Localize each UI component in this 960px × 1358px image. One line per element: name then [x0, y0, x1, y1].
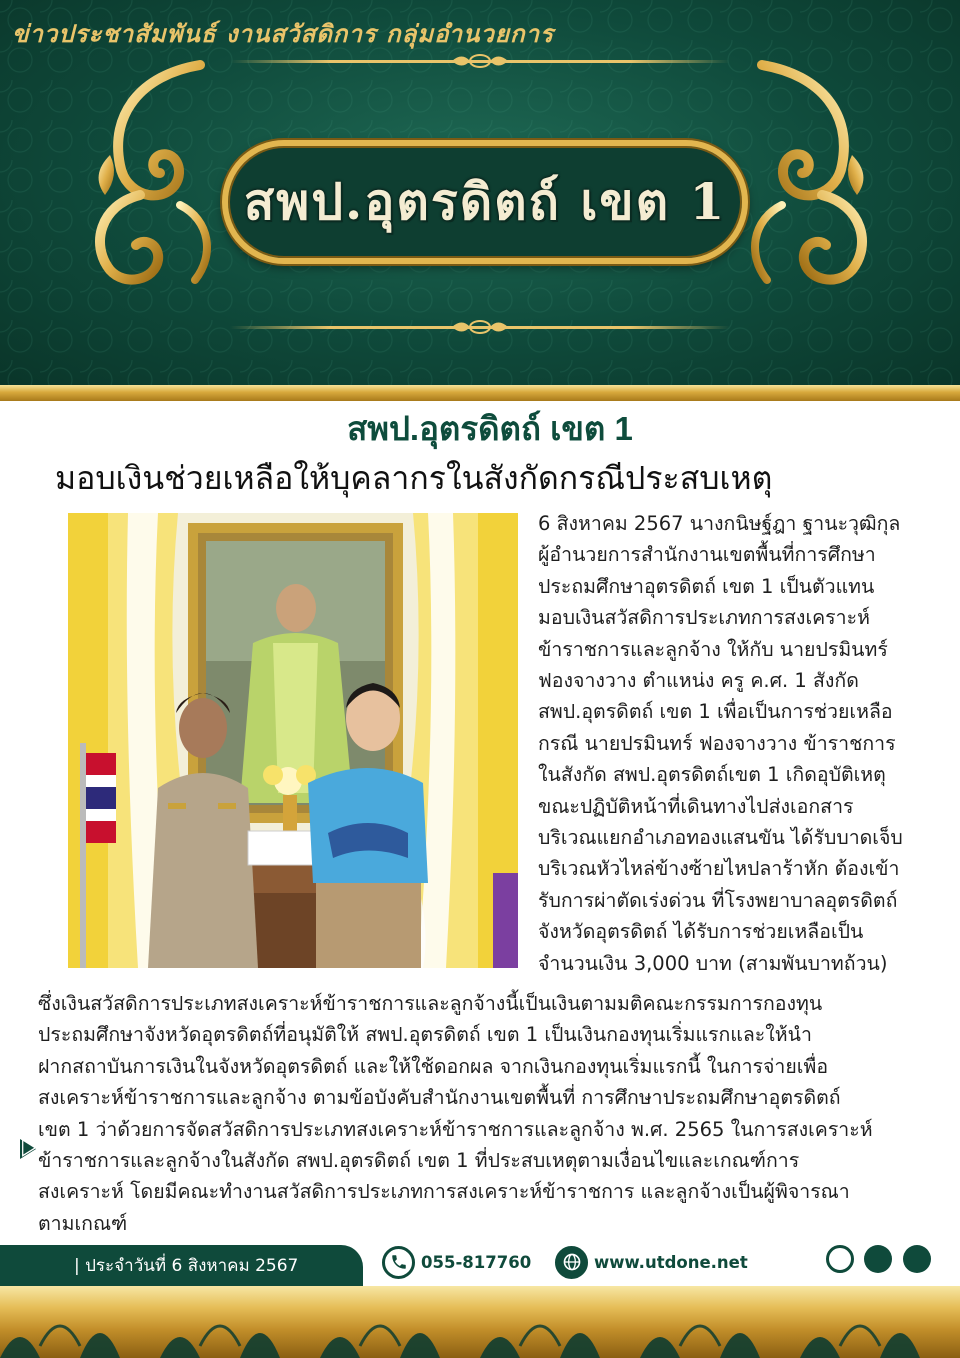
left-scroll-ornament-icon: [80, 55, 220, 295]
article-side-text: [538, 508, 960, 979]
decor-dot-outline-icon: [826, 1245, 854, 1273]
body-text-line: ซึ่งเงินสวัสดิการประเภทสงเคราะห์ข้าราชการและลูกจ้างนี้เป็นเงินตามมติคณะกรรมการกองทุน: [38, 992, 823, 1015]
side-text-line: 6 สิงหาคม 2567 นางกนิษฐ์ฎา ฐานะวุฒิกุล: [538, 512, 901, 535]
body-text-line: ข้าราชการและลูกจ้างในสังกัด สพป.อุตรดิตถ์ เขต 1 ที่ประสบเหตุตามเงื่อนไขและเกณฑ์การ: [38, 1149, 800, 1173]
body-text-line: ฝากสถาบันการเงินในจังหวัดอุตรดิตถ์ และให้ใช้ดอกผล จากเงินกองทุนเริ่มแรกนี้ ในการจ่ายเพื่อ: [38, 1054, 829, 1078]
bottom-divider-ornament-icon: [450, 318, 510, 336]
body-text-line: สงเคราะห์ข้าราชการและลูกจ้าง ตามข้อบังคับสำนักงานเขตพื้นที่ การศึกษาประถมศึกษาอุตรดิตถ์: [38, 1086, 841, 1110]
body-text-line: เขต 1 ว่าด้วยการจัดสวัสดิการประเภทสงเคราะห์ข้าราชการและลูกจ้าง พ.ศ. 2565 ในการสงเคราะห์: [38, 1117, 873, 1141]
article-subheadline: มอบเงินช่วยเหลือให้บุคลากรในสังกัดกรณีประสบเหตุ: [55, 460, 773, 496]
side-text-line: บริเวณหัวไหล่ข้างซ้ายไหปลาร้าหัก ต้องเข้า: [538, 857, 900, 881]
phone-icon: [382, 1246, 415, 1279]
decor-dot-filled-icon: [903, 1245, 931, 1273]
side-text-line: ขณะปฏิบัติหน้าที่เดินทางไปส่งเอกสาร: [538, 794, 854, 818]
side-text-line: ฟองจางวาง ตำแหน่ง ครู ค.ศ. 1 สังกัด: [538, 669, 859, 693]
play-arrow-icon: [18, 1137, 38, 1161]
top-divider-ornament-icon: [450, 52, 510, 70]
footer-ornament-icon: [0, 1286, 960, 1358]
body-text-line: ประถมศึกษาจังหวัดอุตรดิตถ์ที่อนุมัติให้ สพป.อุตรดิตถ์ เขต 1 เป็นเงินกองทุนเริ่มแรกและให้นำ: [38, 1023, 812, 1047]
side-text-line: รับการผ่าตัดเร่งด่วน ที่โรงพยาบาลอุตรดิตถ์: [538, 888, 898, 912]
side-text-line: ในสังกัด สพป.อุตรดิตถ์เขต 1 เกิดอุบัติเหตุ: [538, 763, 886, 787]
side-text-line: สพป.อุตรดิตถ์ เขต 1 เพื่อเป็นการช่วยเหลือ: [538, 700, 893, 724]
issue-date: [0, 1245, 363, 1286]
side-text-line: บริเวณแยกอำเภอทองแสนขัน ได้รับบาดเจ็บ: [538, 826, 903, 850]
body-text-line: ตามเกณฑ์: [38, 1211, 128, 1235]
decor-dot-filled-icon: [864, 1245, 892, 1273]
article-photo: [68, 513, 518, 968]
phone-contact[interactable]: [382, 1245, 531, 1279]
footer-gold-band: [0, 1286, 960, 1358]
article-headline: สพป.อุตรดิตถ์ เขต 1: [347, 410, 633, 447]
side-text-line: จำนวนเงิน 3,000 บาท (สามพันบาทถ้วน): [538, 951, 888, 975]
side-text-line: ข้าราชการและลูกจ้าง ให้กับ นายปรมินทร์: [538, 637, 888, 661]
issue-date-text: | ประจำวันที่ 6 สิงหาคม 2567: [74, 1256, 299, 1276]
header-title: สพป.อุตรดิตถ์ เขต 1: [243, 171, 727, 231]
header-gold-band: [0, 385, 960, 401]
website-url[interactable]: www.utdone.net: [594, 1252, 748, 1272]
side-text-line: กรณี นายปรมินทร์ ฟองจางวาง ข้าราชการ: [538, 731, 896, 755]
title-frame: [222, 140, 748, 264]
body-text-line: สงเคราะห์ โดยมีคณะทำงานสวัสดิการประเภทการสงเคราะห์ข้าราชการ และลูกจ้างเป็นผู้พิจารณา: [38, 1180, 850, 1204]
phone-number[interactable]: 055-817760: [421, 1252, 532, 1272]
side-text-line: ประถมศึกษาอุตรดิตถ์ เขต 1 เป็นตัวแทน: [538, 574, 875, 598]
header-banner: [0, 0, 960, 385]
article-body-text: [38, 988, 960, 1239]
right-scroll-ornament-icon: [742, 55, 882, 295]
globe-icon: [555, 1246, 588, 1279]
website-contact[interactable]: [555, 1245, 748, 1279]
side-text-line: จังหวัดอุตรดิตถ์ ได้รับการช่วยเหลือเป็น: [538, 920, 864, 944]
header-kicker: ข่าวประชาสัมพันธ์ งานสวัสดิการ กลุ่มอำนวยการ: [12, 19, 554, 48]
side-text-line: มอบเงินสวัสดิการประเภทการสงเคราะห์: [538, 606, 870, 630]
side-text-line: ผู้อำนวยการสำนักงานเขตพื้นที่การศึกษา: [538, 543, 876, 567]
